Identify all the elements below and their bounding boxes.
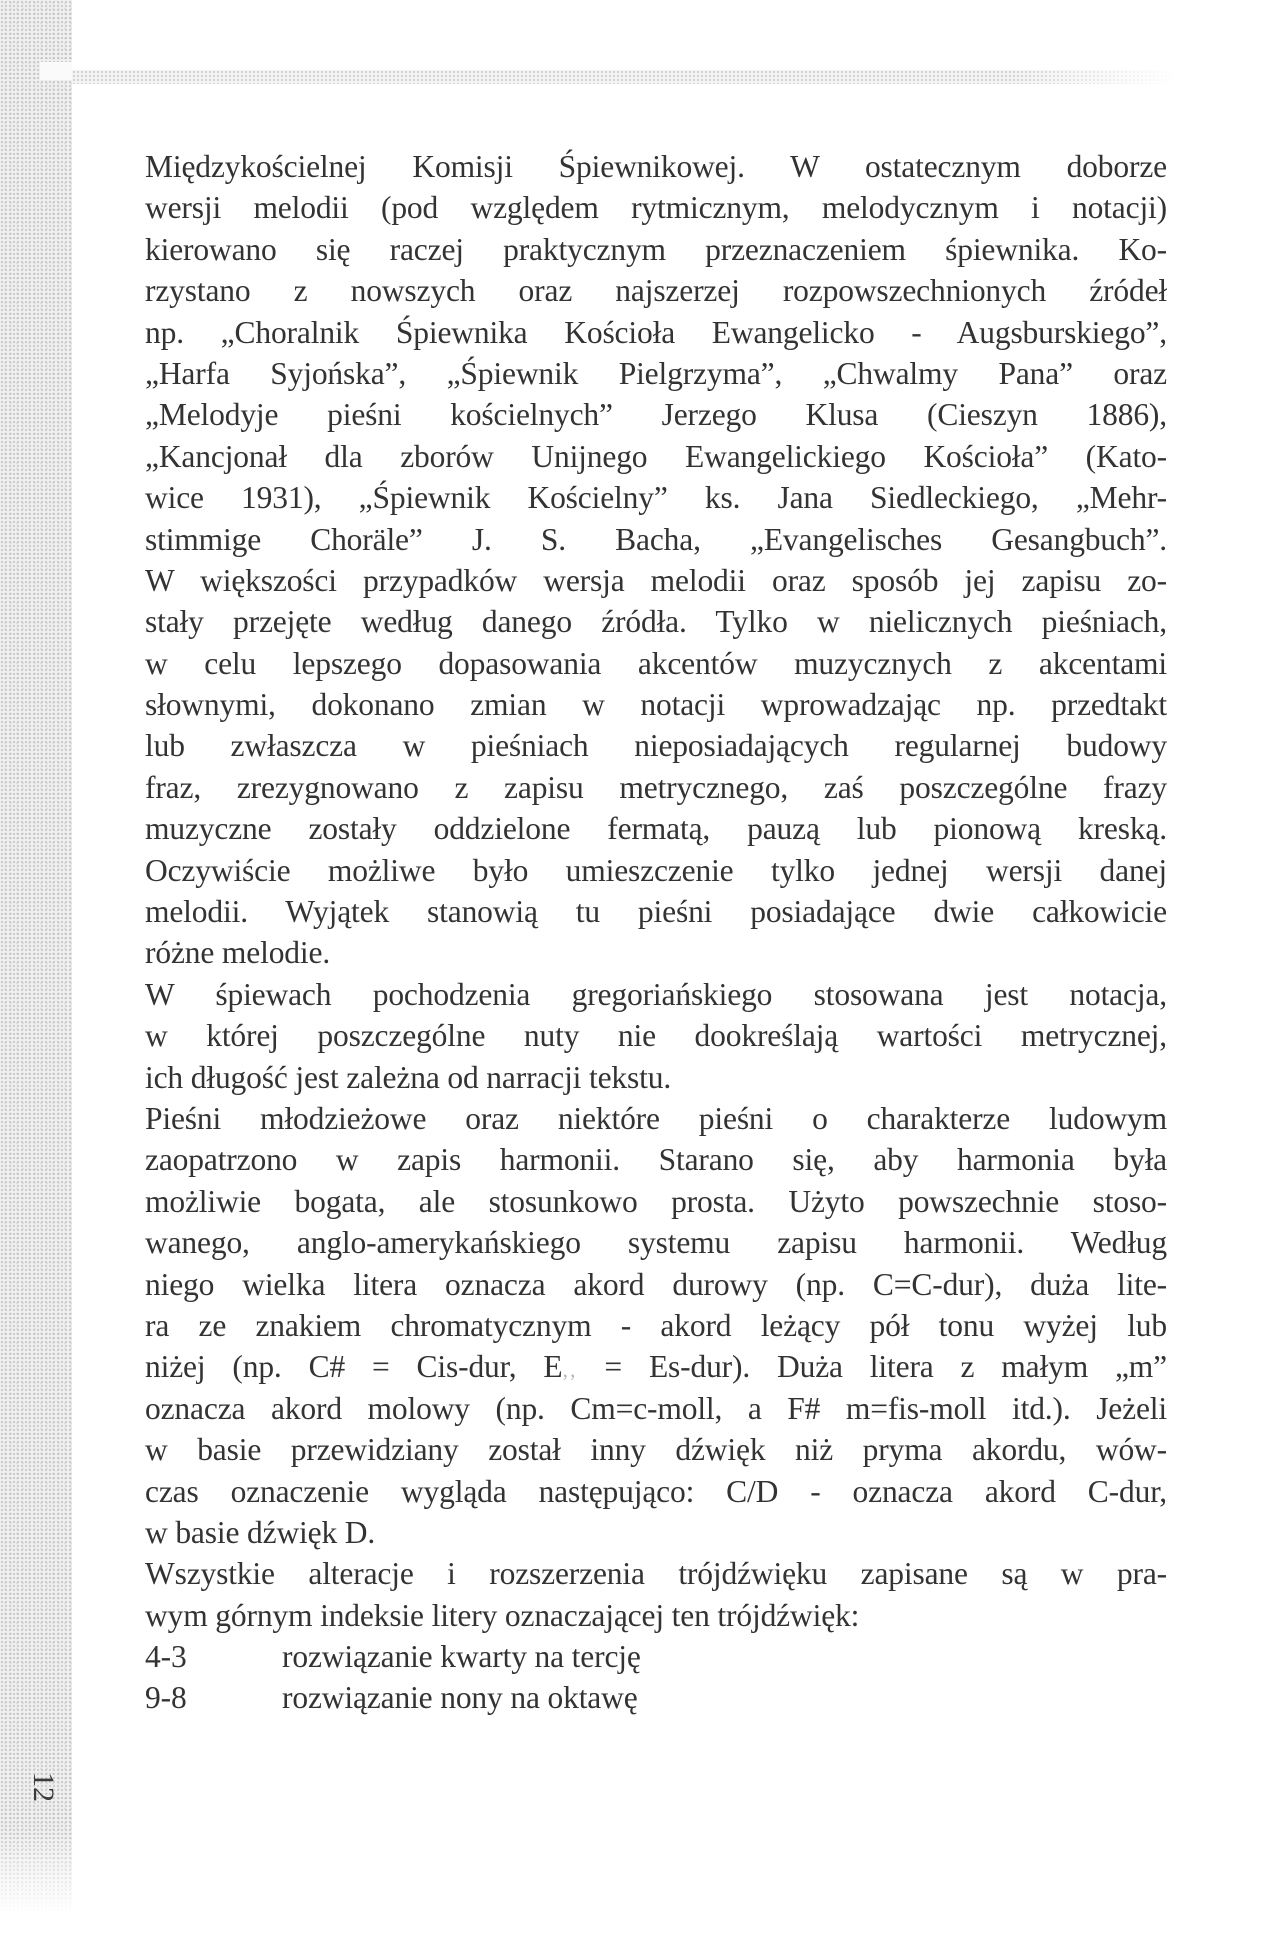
definition-list <box>145 1636 1167 1719</box>
text-line: stimmige Choräle” J. S. Bacha, „Evangelisches Gesangbuch”. <box>145 521 1167 557</box>
text-line: Wszystkie alteracje i rozszerzenia trójdźwięku zapisane są w pra- <box>145 1556 1167 1592</box>
text-line: możliwie bogata, ale stosunkowo prosta. Użyto powszechnie stoso- <box>145 1183 1167 1219</box>
paragraph-lines <box>145 1388 1167 1636</box>
text-line: niego wielka litera oznacza akord durowy (np. C=C-dur), duża lite- <box>145 1266 1167 1302</box>
text-line: wym górnym indeksie litery oznaczającej ten trójdźwięk: <box>145 1597 860 1633</box>
text-line: Międzykościelnej Komisji Śpiewnikowej. W ostatecznym doborze <box>145 149 1167 184</box>
text-line: stały przejęte według danego źródła. Tylko w nielicznych pieśniach, <box>145 604 1167 640</box>
text-line: wice 1931), „Śpiewnik Kościelny” ks. Jana Siedleckiego, „Mehr- <box>145 480 1167 516</box>
text-line: kierowano się raczej praktycznym przeznaczeniem śpiewnika. Ko- <box>145 231 1167 267</box>
paragraph-lines <box>145 146 1167 1346</box>
text-line: słownymi, dokonano zmian w notacji wprowadzając np. przedtakt <box>145 687 1167 723</box>
scan-margin-strip <box>0 0 72 1950</box>
text-line: oznacza akord molowy (np. Cm=c-moll, a F# m=fis-moll itd.). Jeżeli <box>145 1390 1167 1426</box>
definition-key: 9-8 <box>145 1680 187 1716</box>
definition-key: 4-3 <box>145 1639 187 1675</box>
text-line: w celu lepszego dopasowania akcentów muzycznych z akcentami <box>145 645 1167 681</box>
definition-item <box>145 1677 1167 1718</box>
flat-sign-marks: ,, <box>562 1357 578 1383</box>
page-number: 12 <box>27 1772 60 1802</box>
text-line: „Melodyje pieśni kościelnych” Jerzego Klusa (Cieszyn 1886), <box>145 397 1167 433</box>
definition-item <box>145 1636 1167 1677</box>
text-line: wanego, anglo-amerykańskiego systemu zapisu harmonii. Według <box>145 1225 1167 1261</box>
text-line: ra ze znakiem chromatycznym - akord leżący pół tonu wyżej lub <box>145 1307 1167 1343</box>
scan-margin-fade <box>0 1830 72 1950</box>
text-line: czas oznaczenie wygląda następująco: C/D - oznacza akord C-dur, <box>145 1473 1167 1509</box>
text-line: w basie dźwięk D. <box>145 1514 376 1550</box>
text-line: rzystano z nowszych oraz najszerzej rozpowszechnionych źródeł <box>145 273 1167 309</box>
text-line: różne melodie. <box>145 935 331 971</box>
text-line: ich długość jest zależna od narracji tekstu. <box>145 1059 672 1095</box>
text-line: fraz, zrezygnowano z zapisu metrycznego, zaś poszczególne frazy <box>145 769 1167 805</box>
text-line: „Harfa Syjońska”, „Śpiewnik Pielgrzyma”, „Chwalmy Pana” oraz <box>145 355 1167 391</box>
text-line: Oczywiście możliwe było umieszczenie tylko jednej wersji danej <box>145 852 1167 888</box>
text-line: Pieśni młodzieżowe oraz niektóre pieśni o charakterze ludowym <box>145 1100 1167 1136</box>
text-line: „Kancjonał dla zborów Unijnego Ewangelickiego Kościoła” (Kato- <box>145 438 1167 474</box>
page-body <box>145 146 1167 1719</box>
text-line: melodii. Wyjątek stanowią tu pieśni posiadające dwie całkowicie <box>145 894 1167 930</box>
text-line: W większości przypadków wersja melodii oraz sposób jej zapisu zo- <box>145 562 1167 598</box>
text-segment: = Es-dur). Duża litera z małym „m” <box>577 1349 1167 1385</box>
scan-notch <box>40 62 72 80</box>
text-line: wersji melodii (pod względem rytmicznym, melodycznym i notacji) <box>145 190 1167 226</box>
text-segment: niżej (np. C# = Cis-dur, E <box>145 1349 563 1385</box>
scan-top-band <box>72 70 1177 84</box>
text-line: w której poszczególne nuty nie dookreślają wartości metrycznej, <box>145 1018 1167 1054</box>
definition-value: rozwiązanie nony na oktawę <box>282 1680 638 1716</box>
text-line: lub zwłaszcza w pieśniach nieposiadających regularnej budowy <box>145 728 1167 764</box>
definition-value: rozwiązanie kwarty na tercję <box>282 1639 641 1675</box>
text-line: w basie przewidziany został inny dźwięk niż pryma akordu, wów- <box>145 1432 1167 1468</box>
text-line: zaopatrzono w zapis harmonii. Starano się, aby harmonia była <box>145 1142 1167 1178</box>
text-line-flat <box>145 1346 1167 1387</box>
text-line: muzyczne zostały oddzielone fermatą, pauzą lub pionową kreską. <box>145 811 1167 847</box>
text-line: np. „Choralnik Śpiewnika Kościoła Ewangelicko - Augsburskiego”, <box>145 314 1167 350</box>
text-line: W śpiewach pochodzenia gregoriańskiego stosowana jest notacja, <box>145 976 1167 1012</box>
